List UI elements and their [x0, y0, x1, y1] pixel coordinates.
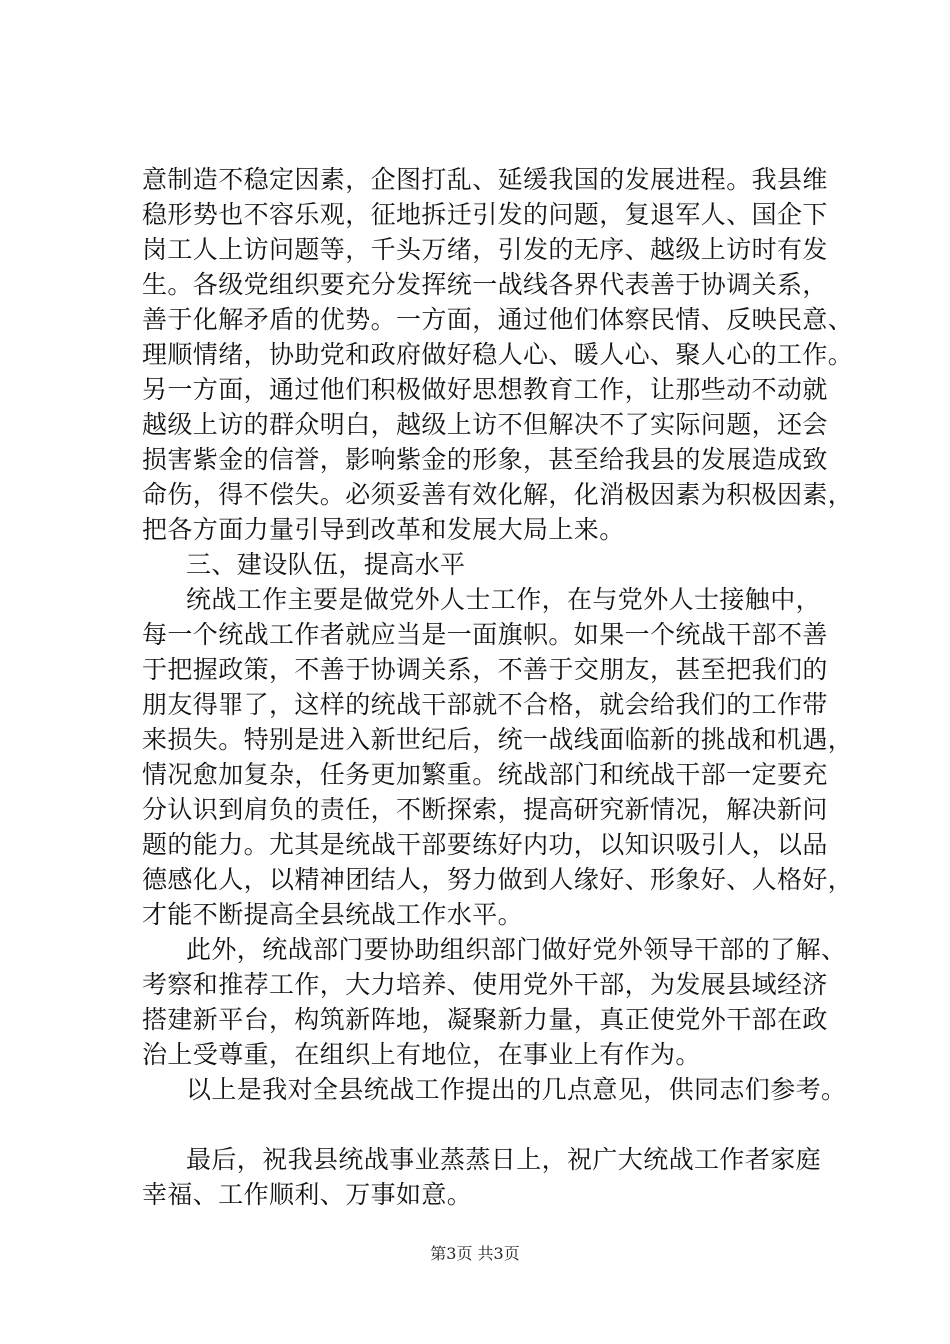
text-line: 分认识到肩负的责任，不断探索，提高研究新情况，解决新问: [142, 795, 828, 824]
text-line: 意制造不稳定因素，企图打乱、延缓我国的发展进程。我县维: [142, 165, 828, 194]
paragraph: [142, 1072, 862, 1107]
text-line: 把各方面力量引导到改革和发展大局上来。: [142, 515, 625, 544]
text-line: 理顺情绪，协助党和政府做好稳人心、暖人心、聚人心的工作。: [142, 340, 854, 369]
text-line: 越级上访的群众明白，越级上访不但解决不了实际问题，还会: [142, 410, 828, 439]
text-line: 以上是我对全县统战工作提出的几点意见，供同志们参考。: [186, 1075, 847, 1104]
text-line: 善于化解矛盾的优势。一方面，通过他们体察民情、反映民意、: [142, 305, 854, 334]
text-line: 考察和推荐工作，大力培养、使用党外干部，为发展县域经济: [142, 970, 828, 999]
paragraph: [142, 162, 862, 547]
text-line: 统战工作主要是做党外人士工作，在与党外人士接触中，: [186, 585, 822, 614]
text-line: 稳形势也不容乐观，征地拆迁引发的问题，复退军人、国企下: [142, 200, 828, 229]
text-line: 此外，统战部门要协助组织部门做好党外领导干部的了解、: [186, 935, 847, 964]
text-line: 治上受尊重，在组织上有地位，在事业上有作为。: [142, 1040, 701, 1069]
paragraph: [142, 582, 862, 932]
page-number-footer: 第3页 共3页: [430, 1244, 520, 1263]
text-line: 另一方面，通过他们积极做好思想教育工作，让那些动不动就: [142, 375, 828, 404]
text-line: 来损失。特别是进入新世纪后，统一战线面临新的挑战和机遇，: [142, 725, 854, 754]
text-line: 于把握政策，不善于协调关系，不善于交朋友，甚至把我们的: [142, 655, 828, 684]
document-body: [142, 162, 862, 1212]
text-line: 幸福、工作顺利、万事如意。: [142, 1180, 473, 1209]
text-line: 每一个统战工作者就应当是一面旗帜。如果一个统战干部不善: [142, 620, 828, 649]
text-line: 命伤，得不偿失。必须妥善有效化解，化消极因素为积极因素，: [142, 480, 854, 509]
text-line: 才能不断提高全县统战工作水平。: [142, 900, 524, 929]
section-heading: 三、建设队伍，提高水平: [186, 550, 466, 579]
text-line: 情况愈加复杂，任务更加繁重。统战部门和统战干部一定要充: [142, 760, 828, 789]
blank-line: [142, 1107, 862, 1142]
text-line: 德感化人，以精神团结人，努力做到人缘好、形象好、人格好，: [142, 865, 854, 894]
text-line: 最后，祝我县统战事业蒸蒸日上，祝广大统战工作者家庭: [186, 1145, 822, 1174]
text-line: 生。各级党组织要充分发挥统一战线各界代表善于协调关系，: [142, 270, 828, 299]
text-line: 损害紫金的信誉，影响紫金的形象，甚至给我县的发展造成致: [142, 445, 828, 474]
text-line: 岗工人上访问题等，千头万绪，引发的无序、越级上访时有发: [142, 235, 828, 264]
text-line: 题的能力。尤其是统战干部要练好内功，以知识吸引人，以品: [142, 830, 828, 859]
paragraph: [142, 1142, 862, 1212]
paragraph: [142, 932, 862, 1072]
text-line: 搭建新平台，构筑新阵地，凝聚新力量，真正使党外干部在政: [142, 1005, 828, 1034]
text-line: 朋友得罪了，这样的统战干部就不合格，就会给我们的工作带: [142, 690, 828, 719]
